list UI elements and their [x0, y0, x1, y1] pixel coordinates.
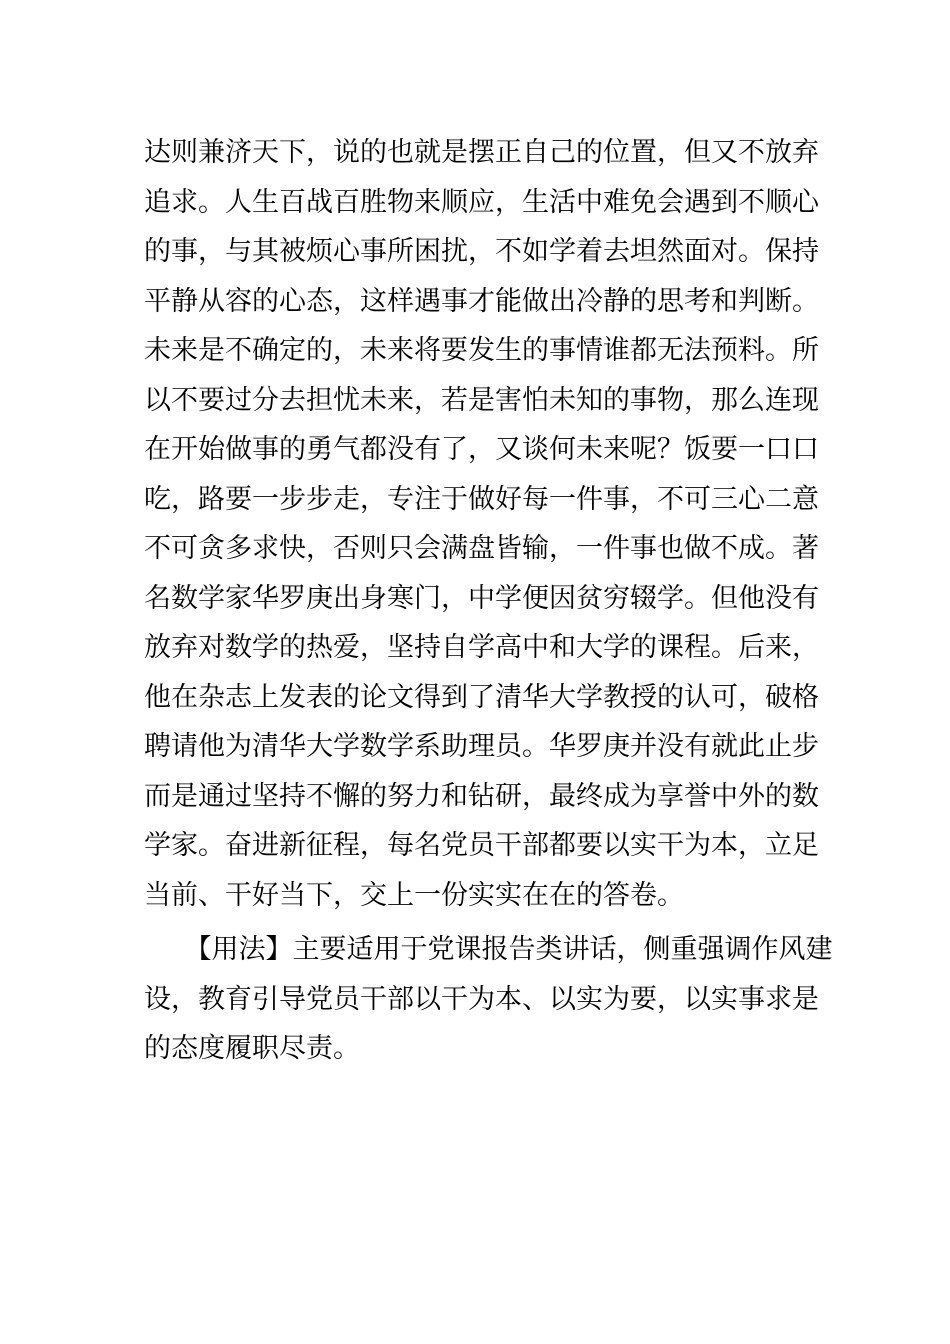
- text-line: 他在杂志上发表的论文得到了清华大学教授的认可，破格: [144, 681, 819, 713]
- text-line: 当前、干好当下，交上一份实实在在的答卷。: [144, 879, 684, 911]
- text-line: 平静从容的心态，这样遇事才能做出冷静的思考和判断。: [144, 285, 819, 317]
- text-line: 而是通过坚持不懈的努力和钻研，最终成为享誉中外的数: [144, 780, 819, 812]
- text-line: 名数学家华罗庚出身寒门，中学便因贫穷辍学。但他没有: [144, 582, 819, 614]
- text-line: 在开始做事的勇气都没有了，又谈何未来呢？饭要一口口: [144, 434, 819, 465]
- text-line: 以不要过分去担忧未来，若是害怕未知的事物，那么连现: [144, 384, 819, 416]
- text-line: 【用法】主要适用于党课报告类讲话，侧重强调作风建: [144, 934, 833, 965]
- usage-paragraph: [144, 925, 833, 1074]
- text-line: 的态度履职尽责。: [144, 1033, 360, 1064]
- text-line: 不可贪多求快，否则只会满盘皆输，一件事也做不成。著: [144, 533, 819, 564]
- text-line: 学家。奋进新征程，每名党员干部都要以实干为本，立足: [144, 830, 819, 861]
- text-line: 聘请他为清华大学数学系助理员。华罗庚并没有就此止步: [144, 731, 819, 762]
- text-line: 未来是不确定的，未来将要发生的事情谁都无法预料。所: [144, 335, 819, 366]
- text-line: 放弃对数学的热爱，坚持自学高中和大学的课程。后来，: [144, 632, 819, 663]
- text-line: 追求。人生百战百胜物来顺应，生活中难免会遇到不顺心: [144, 186, 819, 218]
- body-paragraph: [144, 128, 819, 920]
- text-line: 达则兼济天下，说的也就是摆正自己的位置，但又不放弃: [144, 137, 819, 168]
- text-line: 的事，与其被烦心事所困扰，不如学着去坦然面对。保持: [144, 236, 819, 267]
- text-line: 设，教育引导党员干部以干为本、以实为要，以实事求是: [144, 983, 819, 1015]
- text-line: 吃，路要一步步走，专注于做好每一件事，不可三心二意: [144, 483, 819, 515]
